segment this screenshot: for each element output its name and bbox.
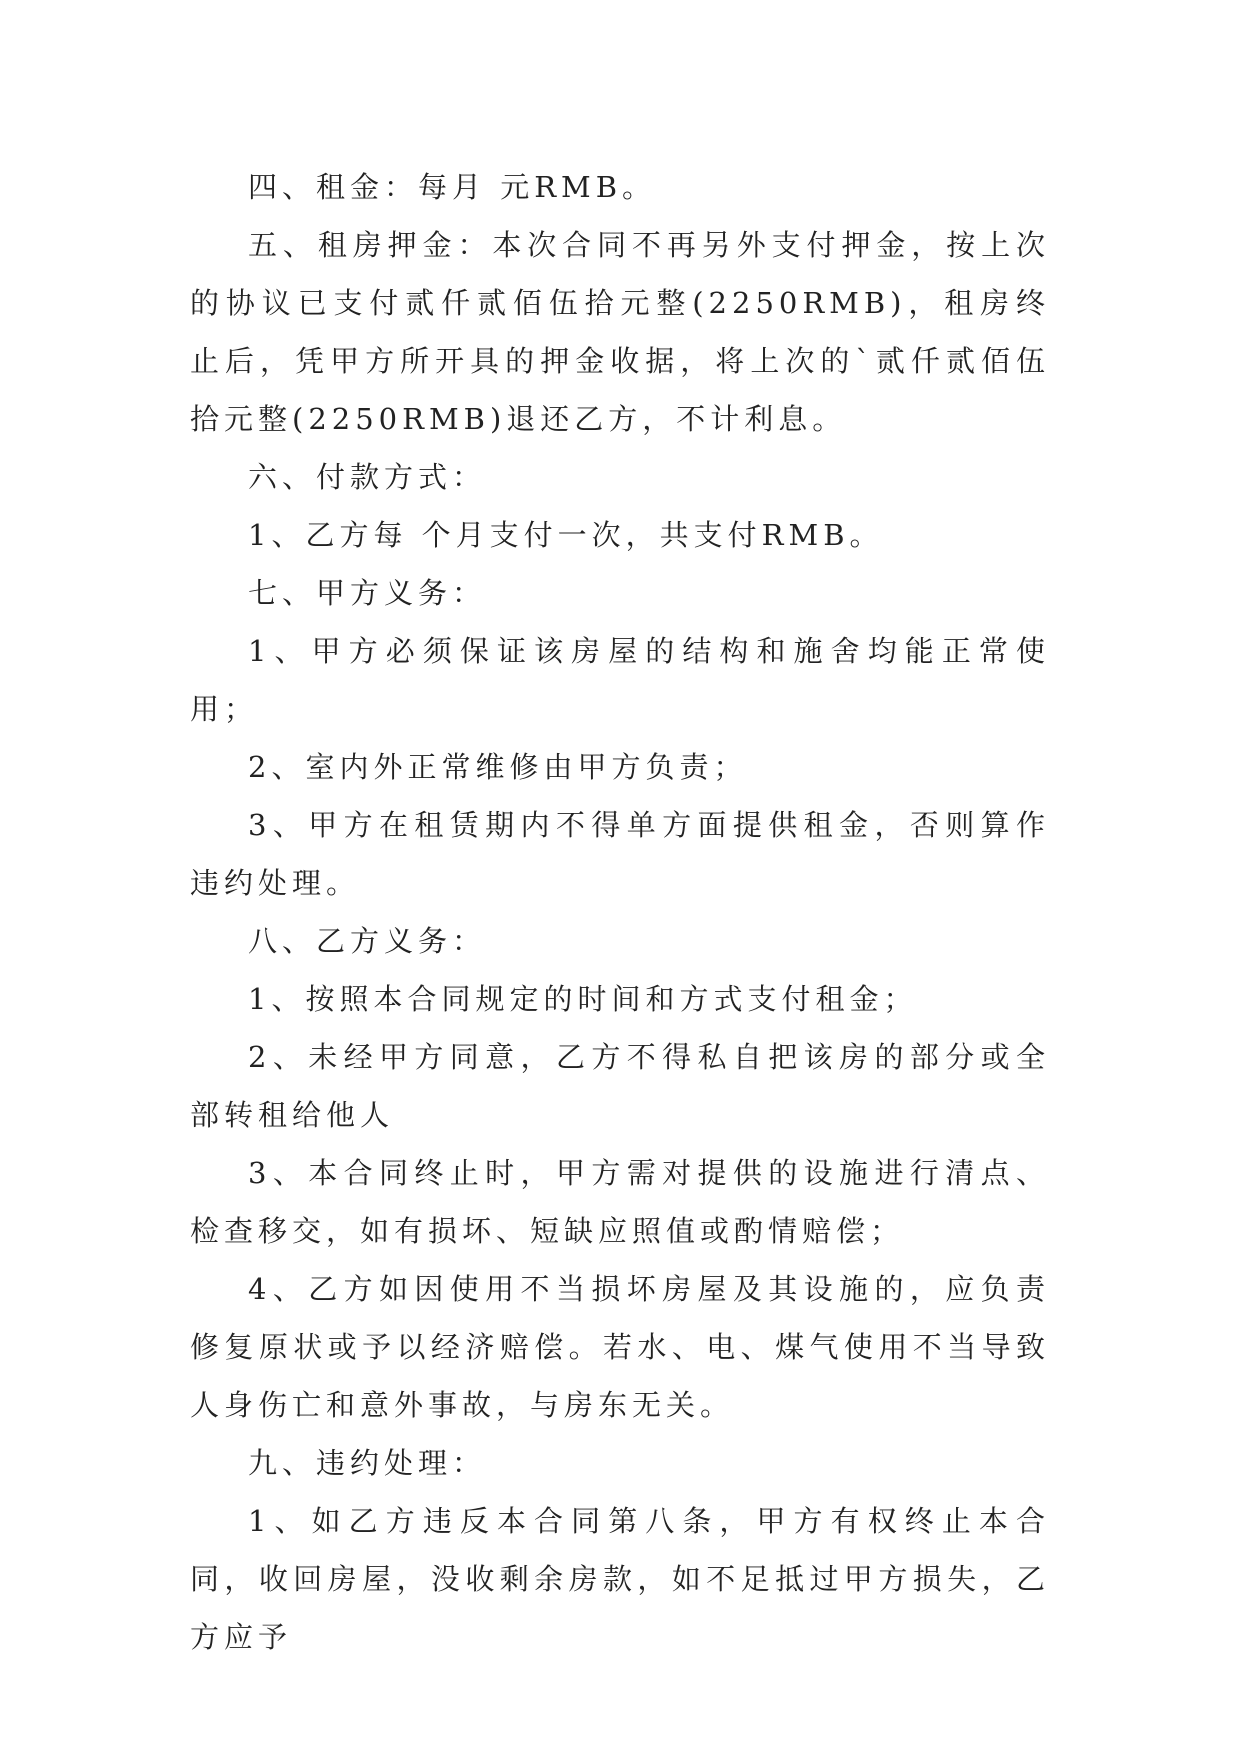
paragraph-party-a-item-2: 2、室内外正常维修由甲方负责； [248,750,748,784]
paragraph-party-b-item-4: 4、乙方如因使用不当损坏房屋及其设施的，应负责修复原状或予以经济赔偿。若水、电、煤气使用不当导致人身伤亡和意外事故，与房东无关。 [190,1272,1050,1422]
paragraph-party-a-item-3: 3、甲方在租赁期内不得单方面提供租金，否则算作违约处理。 [190,808,1050,900]
paragraph-payment-item-1: 1、乙方每 个月支付一次，共支付RMB。 [248,518,884,552]
paragraph-rent: 四、租金：每月 元RMB。 [248,170,657,204]
paragraph-party-b-item-1: 1、按照本合同规定的时间和方式支付租金； [248,982,918,1016]
paragraph-payment-heading: 六、付款方式： [248,460,487,494]
paragraph-deposit: 五、租房押金：本次合同不再另外支付押金，按上次的协议已支付贰仟贰佰伍拾元整(2250RMB)，租房终止后，凭甲方所开具的押金收据，将上次的`贰仟贰佰伍拾元整(2250RMB)退还乙方，不计利息。 [190,228,1050,436]
paragraph-breach-heading: 九、违约处理： [248,1446,487,1480]
paragraph-party-a-heading: 七、甲方义务： [248,576,487,610]
document-body [190,158,1050,1666]
paragraph-party-a-item-1: 1、甲方必须保证该房屋的结构和施舍均能正常使用； [190,634,1050,726]
paragraph-party-b-item-2: 2、未经甲方同意，乙方不得私自把该房的部分或全部转租给他人 [190,1040,1050,1132]
paragraph-breach-item-1: 1、如乙方违反本合同第八条，甲方有权终止本合同，收回房屋，没收剩余房款，如不足抵过甲方损失，乙方应予 [190,1504,1050,1654]
paragraph-party-b-heading: 八、乙方义务： [248,924,487,958]
paragraph-party-b-item-3: 3、本合同终止时，甲方需对提供的设施进行清点、检查移交，如有损坏、短缺应照值或酌情赔偿； [190,1156,1050,1248]
